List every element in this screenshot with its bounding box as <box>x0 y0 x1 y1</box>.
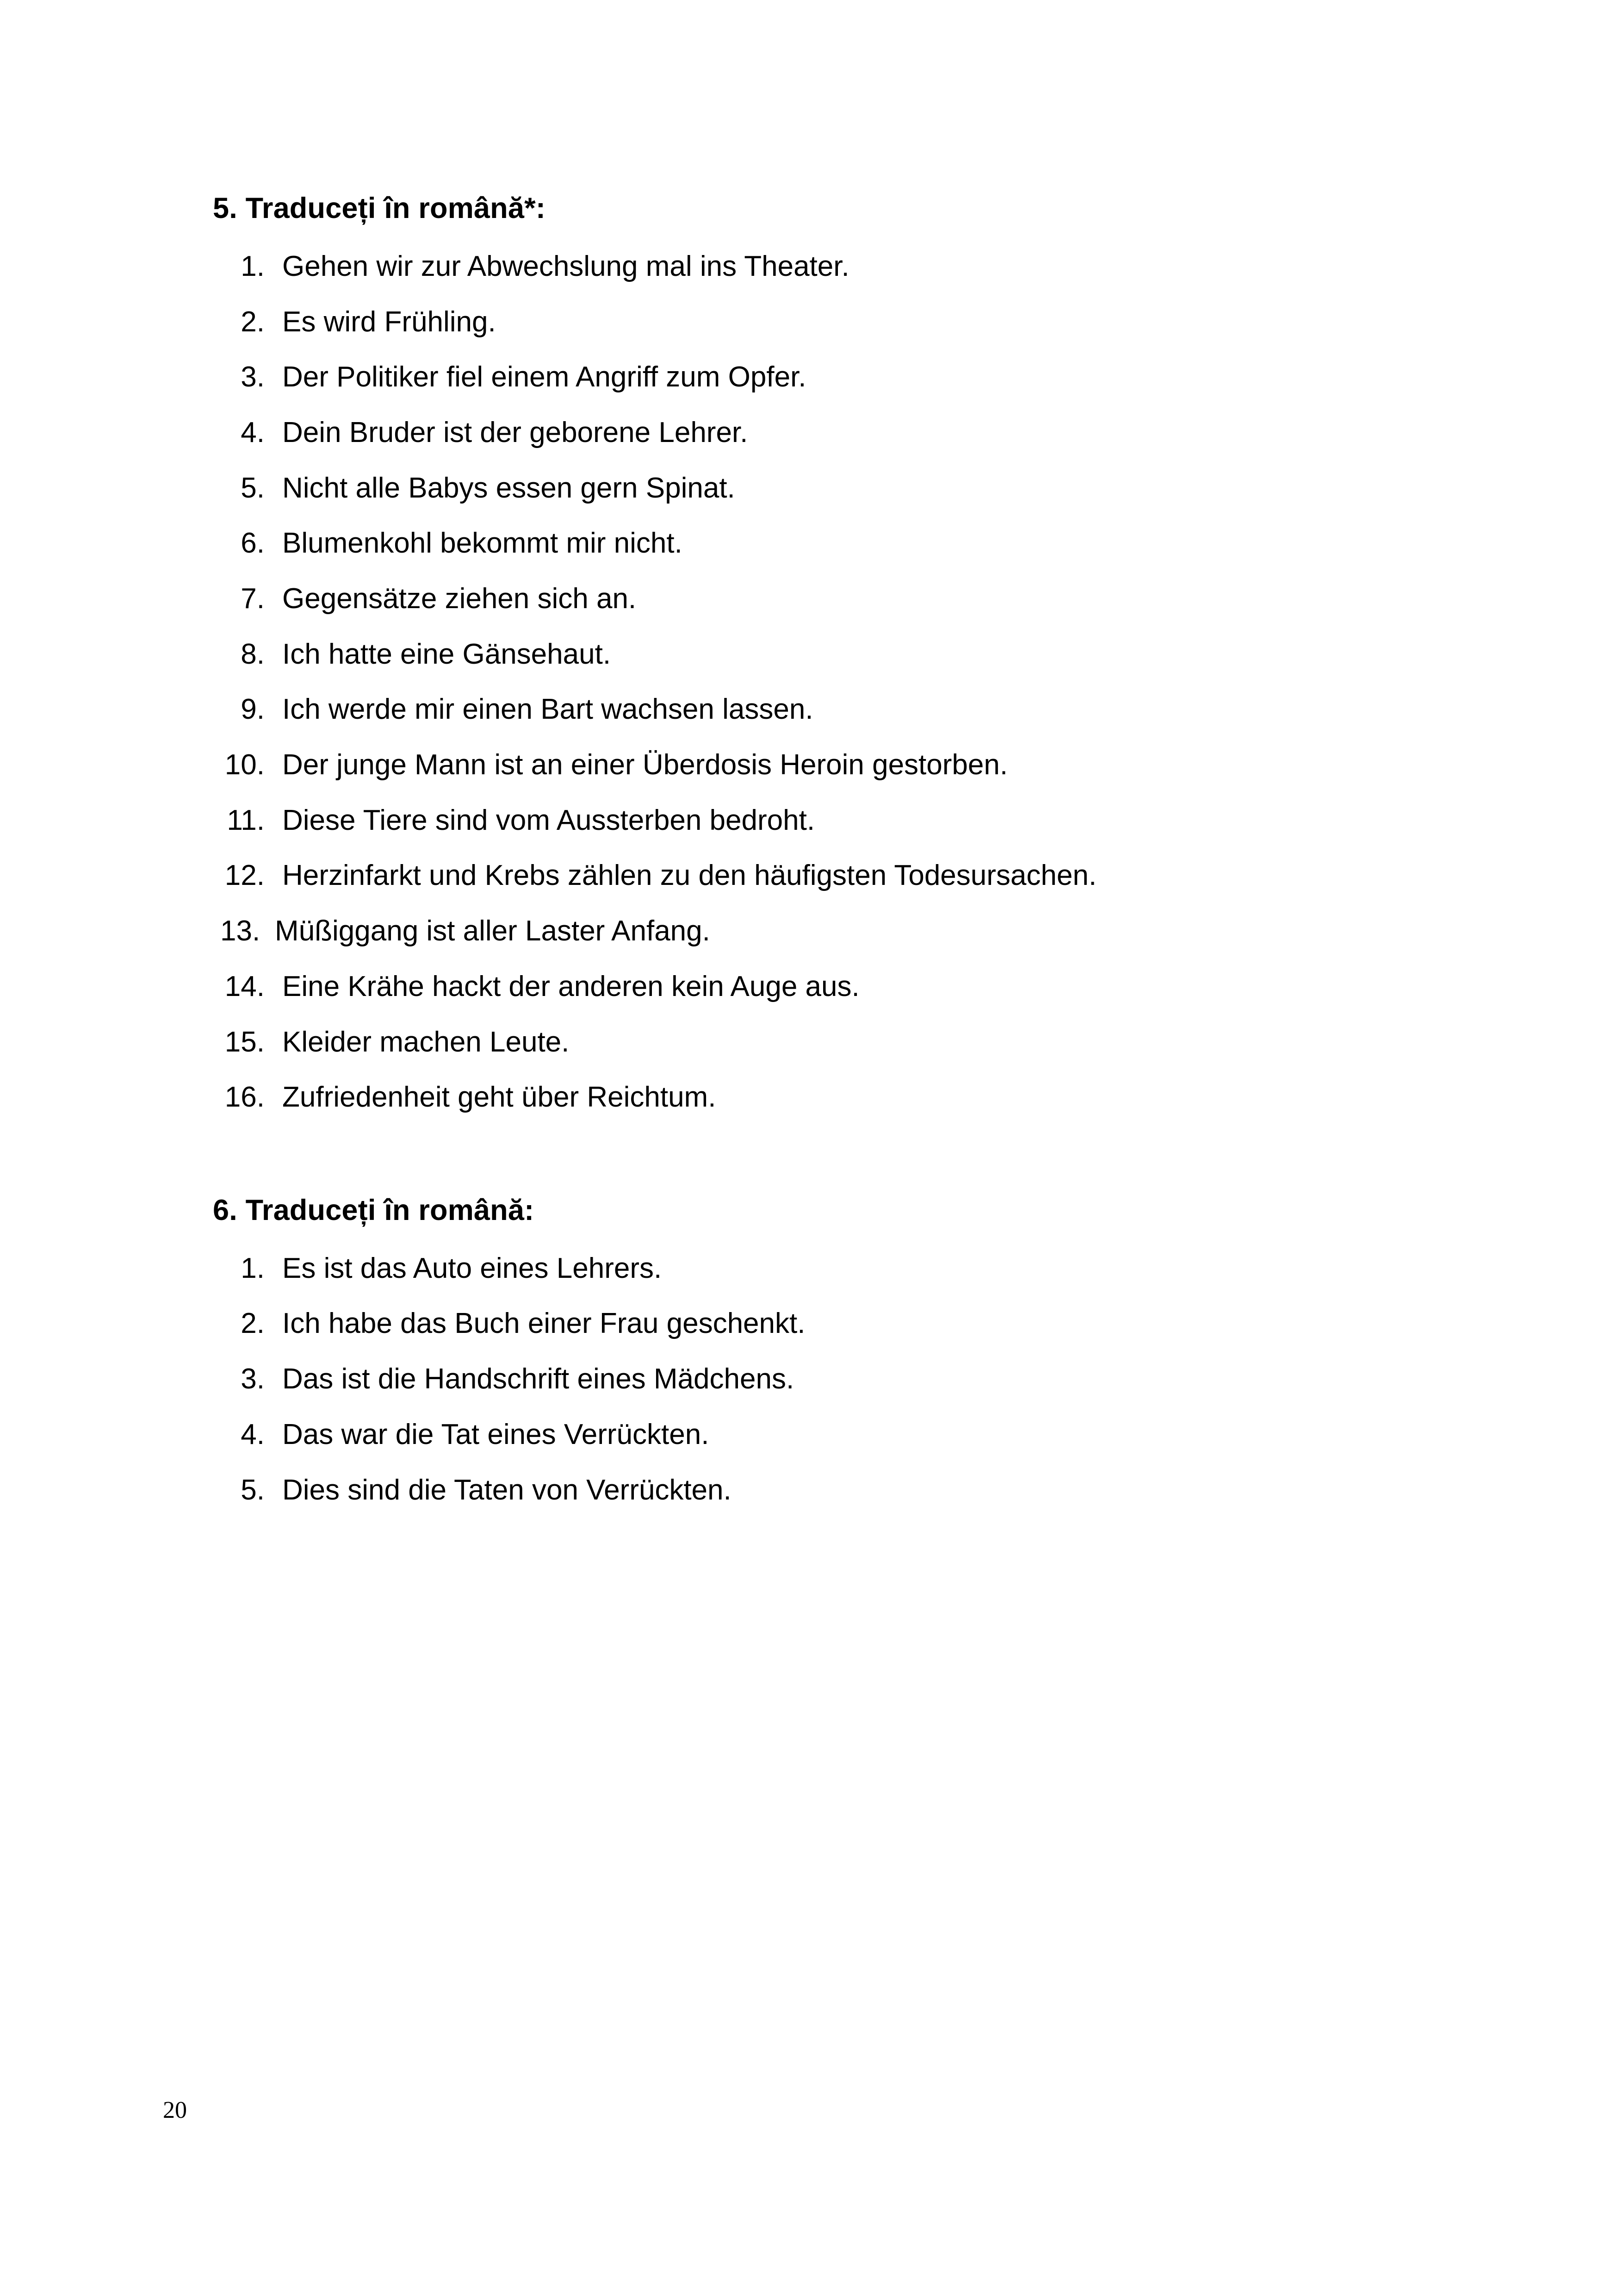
section-6-list <box>213 1249 1444 1509</box>
page-number: 20 <box>163 2097 187 2123</box>
list-item-text: Gehen wir zur Abwechslung mal ins Theater. <box>282 250 849 282</box>
list-item-text: Diese Tiere sind vom Aussterben bedroht. <box>282 804 815 836</box>
list-item <box>213 303 1444 342</box>
list-item-number: 12. <box>224 859 265 892</box>
list-item <box>213 1471 1444 1510</box>
list-item-number: 1. <box>241 1252 265 1284</box>
list-item-text: Der Politiker fiel einem Angriff zum Opfer. <box>282 361 806 393</box>
list-item-number: 9. <box>241 693 265 726</box>
list-item-text: Es ist das Auto eines Lehrers. <box>282 1252 662 1284</box>
list-item <box>213 247 1444 286</box>
list-item-number: 4. <box>241 1418 265 1450</box>
list-item <box>213 967 1444 1006</box>
list-item-text: Es wird Frühling. <box>282 305 496 338</box>
list-item <box>213 635 1444 674</box>
list-item-text: Das war die Tat eines Verrückten. <box>282 1418 709 1450</box>
list-item-number: 3. <box>241 361 265 393</box>
list-item-number: 2. <box>241 1307 265 1340</box>
list-item-text: Herzinfarkt und Krebs zählen zu den häufigsten Todesursachen. <box>282 859 1097 892</box>
list-item <box>213 912 1444 951</box>
list-item-text: Kleider machen Leute. <box>282 1026 570 1058</box>
list-item-text: Gegensätze ziehen sich an. <box>282 583 637 615</box>
list-item <box>213 746 1444 784</box>
list-item-text: Ich hatte eine Gänsehaut. <box>282 638 611 670</box>
list-item <box>213 358 1444 397</box>
list-item-number: 10. <box>224 749 265 781</box>
list-item <box>213 579 1444 618</box>
list-item-text: Müßiggang ist aller Laster Anfang. <box>275 915 710 947</box>
section-5 <box>213 190 1444 1117</box>
section-6-heading: 6. Traduceți în română: <box>213 1194 534 1226</box>
list-item <box>213 469 1444 508</box>
list-item <box>213 1078 1444 1117</box>
list-item-number: 6. <box>241 527 265 560</box>
section-spacer <box>213 1133 1444 1192</box>
list-item-text: Ich habe das Buch einer Frau geschenkt. <box>282 1307 806 1340</box>
list-item-number: 2. <box>241 305 265 338</box>
list-item-text: Zufriedenheit geht über Reichtum. <box>282 1081 716 1114</box>
list-item <box>213 1415 1444 1454</box>
list-item-number: 13. <box>220 915 260 947</box>
list-item-text: Das ist die Handschrift eines Mädchens. <box>282 1363 794 1395</box>
list-item <box>213 1023 1444 1062</box>
list-item-number: 14. <box>224 970 265 1002</box>
list-item <box>213 1249 1444 1288</box>
section-6 <box>213 1192 1444 1509</box>
list-item <box>213 856 1444 895</box>
list-item-text: Eine Krähe hackt der anderen kein Auge aus. <box>282 970 860 1002</box>
page-content <box>213 190 1444 1526</box>
section-5-heading: 5. Traduceți în română*: <box>213 192 546 224</box>
list-item <box>213 690 1444 729</box>
list-item <box>213 1304 1444 1343</box>
list-item-number: 15. <box>224 1026 265 1058</box>
list-item-number: 7. <box>241 583 265 615</box>
list-item-text: Dein Bruder ist der geborene Lehrer. <box>282 416 748 448</box>
section-5-list <box>213 247 1444 1117</box>
list-item-text: Ich werde mir einen Bart wachsen lassen. <box>282 693 813 726</box>
list-item-text: Der junge Mann ist an einer Überdosis Heroin gestorben. <box>282 749 1008 781</box>
list-item-number: 4. <box>241 416 265 448</box>
list-item <box>213 524 1444 563</box>
list-item-text: Blumenkohl bekommt mir nicht. <box>282 527 682 560</box>
list-item-number: 5. <box>241 1474 265 1506</box>
list-item-number: 16. <box>224 1081 265 1114</box>
list-item-number: 8. <box>241 638 265 670</box>
list-item-text: Nicht alle Babys essen gern Spinat. <box>282 472 735 504</box>
list-item <box>213 1360 1444 1399</box>
list-item-number: 3. <box>241 1363 265 1395</box>
list-item-number: 5. <box>241 472 265 504</box>
list-item <box>213 413 1444 452</box>
list-item <box>213 801 1444 840</box>
list-item-number: 1. <box>241 250 265 282</box>
list-item-number: 11. <box>227 804 265 836</box>
list-item-text: Dies sind die Taten von Verrückten. <box>282 1474 732 1506</box>
